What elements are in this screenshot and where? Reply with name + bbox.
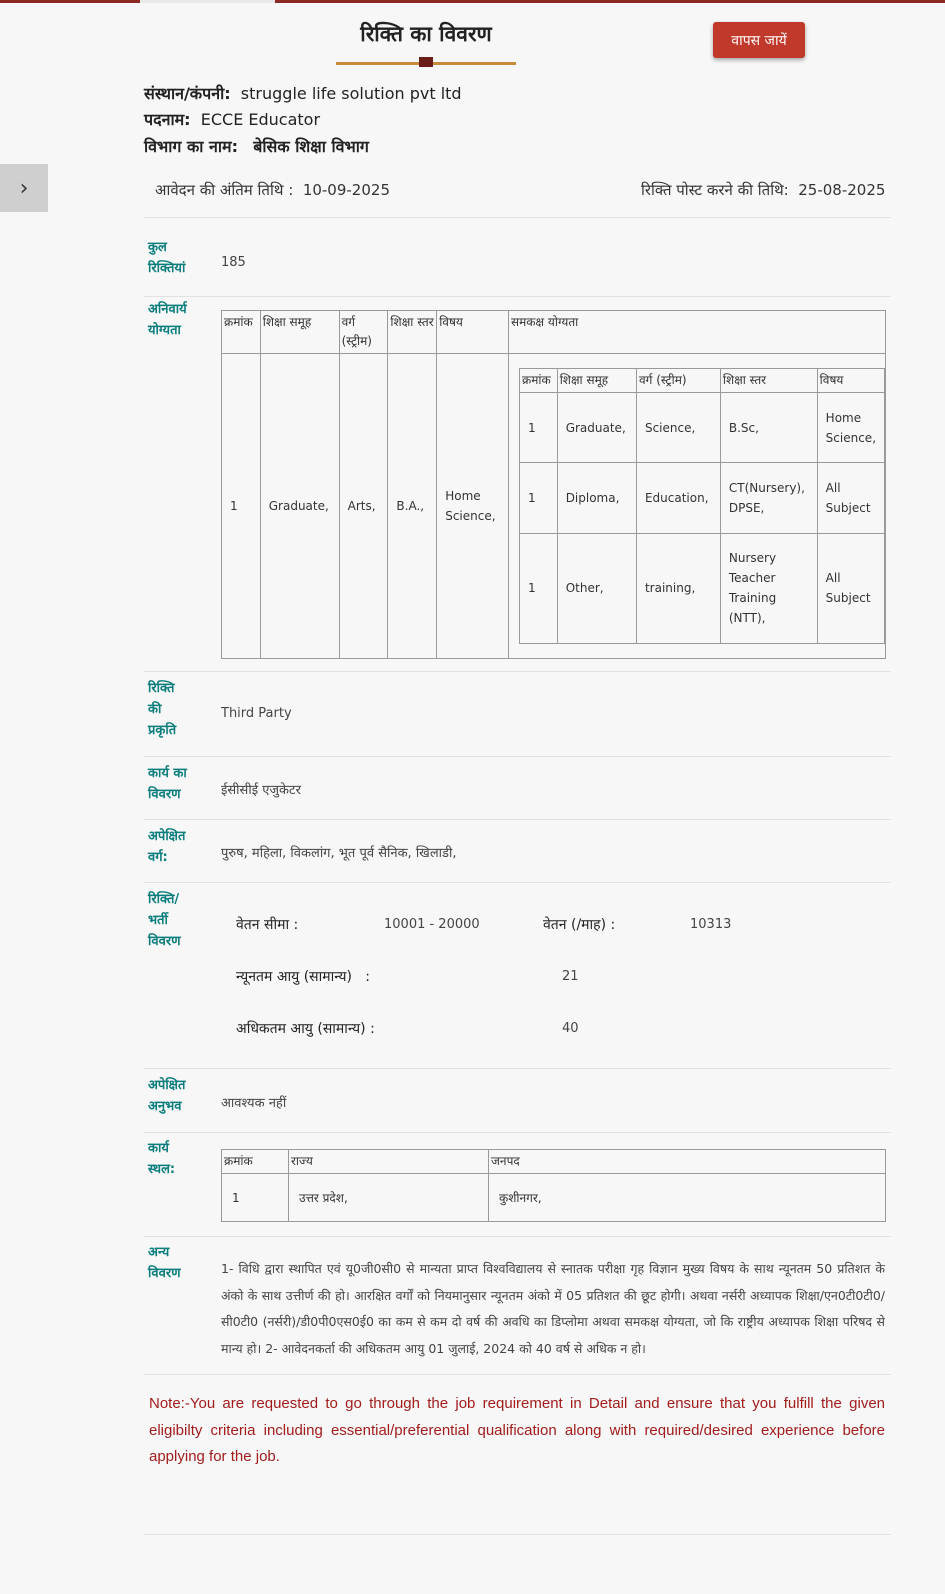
last-date-label: आवेदन की अंतिम तिथि : [155,181,294,199]
sidebar-toggle-button[interactable] [0,164,48,212]
other-details-text: 1- विधि द्वारा स्थापित एवं यू0जी0सी0 से मान्यता प्राप्त विश्वविद्यालय से स्नातक परीक्षा गृह विज्ञान मुख्य विषय के साथ न्यूनतम 50 प्रतिशत के अंको के साथ उत्तीर्ण की हो। आरक्षित वर्गों को नियमानुसार न्यूनतम अंको में 05 प्रतिशत की छूट होगी। अथवा नर्सरी अध्यापक शिक्षा/एन0टी0टी0/सी0टी0 (नर्सरी)/डी0पी0एस0ई0 का कम से कम दो वर्ष की अवधि का डिप्लोमा अथवा समकक्ष योग्यता, जो कि राष्ट्रीय अध्यापक शिक्षा परिषद से मान्य हो। 2- आवेदनकर्ता की अधिकतम आयु 01 जुलाई, 2024 को 40 वर्ष से अधिक न हो। [221,1261,885,1356]
table-cell: Diploma, [557,463,636,533]
work-label: कार्य का विवरण [148,766,187,802]
equivalent-header-row [520,369,885,393]
divider [144,882,891,883]
divider [144,1132,891,1133]
location-label: कार्य स्थल: [148,1141,176,1177]
divider [144,1534,891,1535]
table-cell: 1 [222,1174,289,1222]
nature-label: रिक्ति की प्रकृति [148,681,177,738]
header-cell: शिक्षा स्तर [720,369,817,393]
page-title-block [336,20,516,67]
table-cell: 1 [520,463,558,533]
divider [144,819,891,820]
divider [144,1374,891,1375]
table-row [222,354,886,659]
table-cell: 1 [520,533,558,643]
total-value: 185 [221,255,246,270]
table-row [222,1174,886,1222]
header-cell: विषय [437,311,509,354]
table-cell: 1 [222,354,261,659]
total-label: कुल रिक्तियां [148,240,186,276]
table-row [520,463,885,533]
table-cell: उत्तर प्रदेश, [289,1174,489,1222]
nature-value: Third Party [221,706,292,721]
org-row [144,82,462,104]
qualification-label: अनिवार्य योग्यता [148,302,187,338]
divider [144,1236,891,1237]
dept-value: बेसिक शिक्षा विभाग [253,137,369,156]
table-cell: B.A., [388,354,437,659]
posted-date-value: 25-08-2025 [798,181,886,199]
header-cell: राज्य [289,1150,489,1174]
max-age-value: 40 [562,1021,579,1036]
divider [144,296,891,297]
divider [144,1068,891,1069]
header-cell: विषय [817,369,884,393]
header-cell: शिक्षा स्तर [388,311,437,354]
table-cell: B.Sc, [720,393,817,463]
table-cell: Arts, [339,354,388,659]
header-cell: शिक्षा समूह [260,311,339,354]
table-cell: Home Science, [817,393,884,463]
table-cell: Other, [557,533,636,643]
last-date-value: 10-09-2025 [302,181,390,199]
note-text: Note:-You are requested to go through the job requirement in Detail and ensure that you fulfill the given eligibilty criteria including essential/preferential qualification along with required/desired experience before applying for the job. [149,1395,885,1465]
salary-range-value: 10001 - 20000 [384,917,480,932]
table-row [520,393,885,463]
header-cell: क्रमांक [222,311,261,354]
table-cell: Graduate, [260,354,339,659]
salary-range-label: वेतन सीमा : [236,917,299,933]
post-row [144,108,320,130]
table-cell: All Subject [817,463,884,533]
title-underline [336,57,516,67]
header-cell: जनपद [489,1150,886,1174]
equivalent-table [519,368,885,644]
max-age-label: अधिकतम आयु (सामान्य) : [236,1021,375,1037]
work-value: ईसीसीई एजुकेटर [221,783,301,798]
qualification-header-row [222,311,886,354]
header-cell: समकक्ष योग्यता [509,311,886,354]
other-label: अन्य विवरण [148,1245,181,1281]
qualification-table [221,310,886,659]
post-label: पदनाम: [144,110,191,129]
salary-month-value: 10313 [690,917,732,932]
experience-label: अपेक्षित अनुभव [148,1078,186,1114]
divider [144,217,891,218]
posted-date-label: रिक्ति पोस्ट करने की तिथि: [641,181,789,199]
chevron-right-icon: › [19,175,29,201]
table-cell: Nursery Teacher Training (NTT), [720,533,817,643]
recruitment-label: रिक्ति/ भर्ती विवरण [148,892,181,949]
org-label: संस्थान/कंपनी: [144,84,231,103]
min-age-label: न्यूनतम आयु (सामान्य) : [236,969,371,985]
post-value: ECCE Educator [200,110,321,129]
table-cell: Graduate, [557,393,636,463]
table-cell: Education, [636,463,720,533]
divider [144,756,891,757]
org-value: struggle life solution pvt ltd [240,84,462,103]
table-cell: training, [636,533,720,643]
location-header-row [222,1150,886,1174]
back-button[interactable]: वापस जायें [713,22,805,58]
header-cell: वर्ग (स्ट्रीम) [636,369,720,393]
table-cell: 1 [520,393,558,463]
header-cell: शिक्षा समूह [557,369,636,393]
header-cell: वर्ग (स्ट्रीम) [339,311,388,354]
dept-label: विभाग का नाम: [144,137,239,156]
table-row [520,533,885,643]
page-title: रिक्ति का विवरण [360,22,492,46]
equivalent-cell [509,354,886,659]
top-tab-indicator [140,0,275,3]
dept-row [144,135,369,157]
table-cell: Science, [636,393,720,463]
posted-date-row [641,180,885,200]
experience-value: आवश्यक नहीं [221,1096,287,1111]
header-cell: क्रमांक [520,369,558,393]
min-age-value: 21 [562,969,579,984]
category-label: अपेक्षित वर्ग: [148,829,186,865]
category-value: पुरुष, महिला, विकलांग, भूत पूर्व सैनिक, खिलाडी, [221,846,457,861]
salary-month-label: वेतन (/माह) : [543,917,616,933]
header-cell: क्रमांक [222,1150,289,1174]
divider [144,671,891,672]
location-table [221,1149,886,1222]
table-cell: कुशीनगर, [489,1174,886,1222]
table-cell: All Subject [817,533,884,643]
table-cell: CT(Nursery), DPSE, [720,463,817,533]
table-cell: Home Science, [437,354,509,659]
last-date-row [155,180,390,200]
